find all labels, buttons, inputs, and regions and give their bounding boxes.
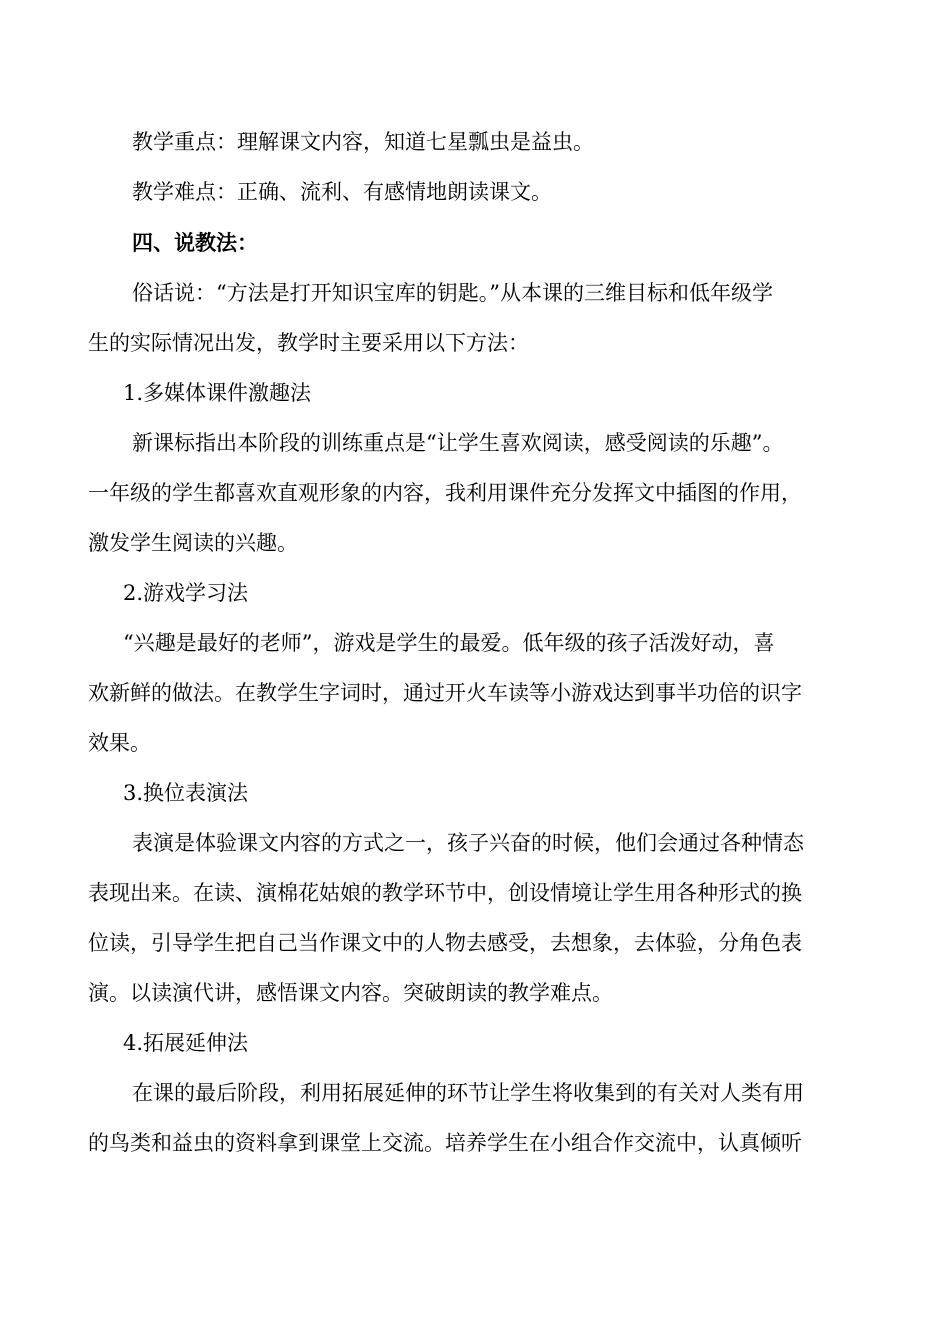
paragraph-line: “兴趣是最好的老师”，游戏是学生的最爱。低年级的孩子活泼好动，喜	[123, 631, 775, 655]
method-title-2: 2.游戏学习法	[123, 581, 249, 605]
method-title-1: 1.多媒体课件激趣法	[123, 381, 312, 405]
teaching-key-point: 教学重点：理解课文内容，知道七星瓢虫是益虫。	[132, 130, 594, 154]
method-title-4: 4.拓展延伸法	[123, 1031, 249, 1055]
paragraph-line: 欢新鲜的做法。在教学生字词时，通过开火车读等小游戏达到事半功倍的识字	[88, 681, 802, 705]
paragraph-line: 表演是体验课文内容的方式之一，孩子兴奋的时候，他们会通过各种情态	[132, 831, 804, 855]
paragraph-line: 演。以读演代讲，感悟课文内容。突破朗读的教学难点。	[88, 981, 613, 1005]
paragraph-line: 表现出来。在读、演棉花姑娘的教学环节中，创设情境让学生用各种形式的换	[88, 881, 802, 905]
paragraph-line: 的鸟类和益虫的资料拿到课堂上交流。培养学生在小组合作交流中，认真倾听	[88, 1131, 802, 1155]
intro-line: 俗话说：“方法是打开知识宝库的钥匙。”从本课的三维目标和低年级学	[132, 281, 773, 305]
method-title-3: 3.换位表演法	[123, 781, 249, 805]
paragraph-line: 在课的最后阶段，利用拓展延伸的环节让学生将收集到的有关对人类有用	[132, 1081, 804, 1105]
teaching-difficulty: 教学难点：正确、流利、有感情地朗读课文。	[132, 180, 552, 204]
paragraph-line: 效果。	[88, 731, 151, 755]
section-heading: 四、说教法：	[132, 230, 258, 255]
paragraph-line: 一年级的学生都喜欢直观形象的内容，我利用课件充分发挥文中插图的作用，	[88, 481, 802, 505]
paragraph-line: 位读，引导学生把自己当作课文中的人物去感受，去想象，去体验，分角色表	[88, 931, 802, 955]
paragraph-line: 激发学生阅读的兴趣。	[88, 531, 298, 555]
paragraph-line: 新课标指出本阶段的训练重点是“让学生喜欢阅读，感受阅读的乐趣”。	[132, 431, 784, 455]
intro-line: 生的实际情况出发，教学时主要采用以下方法：	[88, 331, 529, 355]
